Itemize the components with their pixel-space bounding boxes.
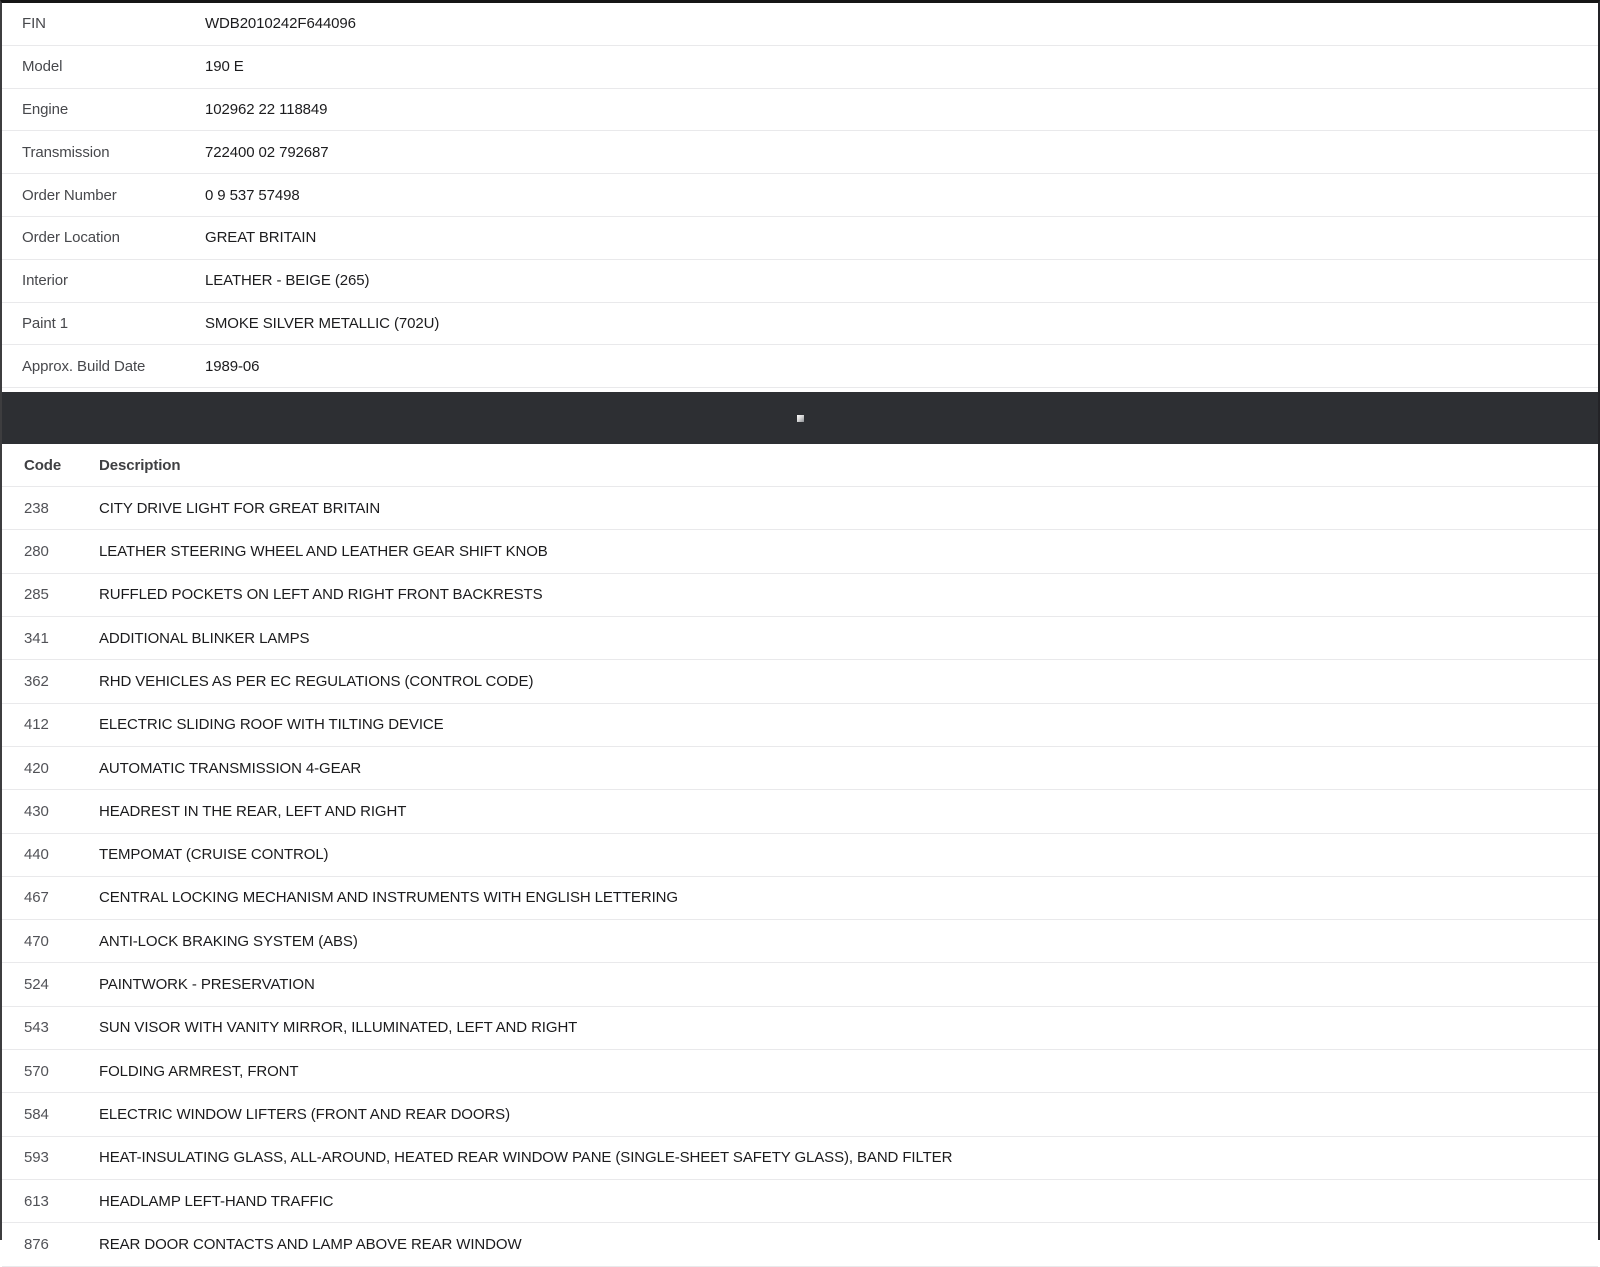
option-description: FOLDING ARMREST, FRONT (99, 1062, 299, 1080)
option-code-row (2, 1007, 1598, 1050)
option-description: CENTRAL LOCKING MECHANISM AND INSTRUMENTS WITH ENGLISH LETTERING (99, 889, 678, 907)
option-code: 238 (24, 499, 49, 517)
field-value: 190 E (205, 58, 244, 76)
option-description: ELECTRIC WINDOW LIFTERS (FRONT AND REAR DOORS) (99, 1105, 510, 1123)
vehicle-info-row (2, 345, 1598, 388)
option-code: 570 (24, 1062, 49, 1080)
vehicle-info-row (2, 260, 1598, 303)
vehicle-info-row (2, 217, 1598, 260)
field-value: GREAT BRITAIN (205, 229, 317, 247)
vehicle-info-table (2, 3, 1598, 388)
option-code-row (2, 747, 1598, 790)
option-description: REAR DOOR CONTACTS AND LAMP ABOVE REAR WINDOW (99, 1235, 522, 1253)
option-code: 280 (24, 543, 49, 561)
field-label: Order Number (22, 186, 117, 204)
field-label: FIN (22, 15, 46, 33)
option-code: 613 (24, 1192, 49, 1210)
option-code-row (2, 1180, 1598, 1223)
options-table-header-row (2, 444, 1598, 487)
vehicle-info-row (2, 3, 1598, 46)
option-code-row (2, 574, 1598, 617)
option-code-row (2, 963, 1598, 1006)
option-code: 584 (24, 1105, 49, 1123)
option-code: 524 (24, 976, 49, 994)
field-label: Paint 1 (22, 314, 68, 332)
option-description: PAINTWORK - PRESERVATION (99, 976, 315, 994)
option-code: 430 (24, 802, 49, 820)
option-code: 362 (24, 673, 49, 690)
option-description: TEMPOMAT (CRUISE CONTROL) (99, 846, 329, 864)
options-table-body (2, 487, 1598, 1266)
field-label: Model (22, 58, 63, 76)
field-label: Approx. Build Date (22, 357, 146, 375)
option-description: ELECTRIC SLIDING ROOF WITH TILTING DEVICE (99, 716, 444, 734)
option-code-row (2, 834, 1598, 877)
option-description: HEADREST IN THE REAR, LEFT AND RIGHT (99, 802, 407, 820)
option-code: 470 (24, 932, 49, 950)
description-column-header: Description (99, 456, 181, 474)
vehicle-info-row (2, 303, 1598, 346)
broken-image-icon (797, 415, 804, 422)
option-description: RHD VEHICLES AS PER EC REGULATIONS (CONTROL CODE) (99, 673, 534, 690)
option-code-row (2, 1093, 1598, 1136)
option-code-row (2, 790, 1598, 833)
option-code-row (2, 920, 1598, 963)
option-code: 341 (24, 629, 49, 647)
vehicle-info-row (2, 174, 1598, 217)
option-code: 440 (24, 846, 49, 864)
field-value: 102962 22 118849 (205, 100, 328, 118)
option-code-row (2, 877, 1598, 920)
field-label: Transmission (22, 143, 110, 161)
vehicle-info-row (2, 46, 1598, 89)
option-description: ANTI-LOCK BRAKING SYSTEM (ABS) (99, 932, 358, 950)
option-code: 593 (24, 1149, 49, 1167)
field-label: Order Location (22, 229, 120, 247)
code-column-header: Code (24, 456, 62, 474)
option-description: HEAT-INSULATING GLASS, ALL-AROUND, HEATED REAR WINDOW PANE (SINGLE-SHEET SAFETY GLASS), BAND FILTER (99, 1149, 953, 1167)
field-value: LEATHER - BEIGE (265) (205, 272, 370, 290)
field-value: 0 9 537 57498 (205, 186, 300, 204)
option-description: ADDITIONAL BLINKER LAMPS (99, 629, 310, 647)
option-code: 876 (24, 1235, 49, 1253)
option-code-row (2, 530, 1598, 573)
option-code: 412 (24, 716, 49, 734)
option-code-row (2, 487, 1598, 530)
option-description: HEADLAMP LEFT-HAND TRAFFIC (99, 1192, 334, 1210)
option-code: 467 (24, 889, 49, 907)
option-code-row (2, 617, 1598, 660)
option-code-row (2, 1223, 1598, 1266)
option-code-row (2, 704, 1598, 747)
option-code-row (2, 660, 1598, 703)
field-value: 1989-06 (205, 357, 260, 375)
field-value: 722400 02 792687 (205, 143, 329, 161)
vehicle-info-row (2, 89, 1598, 132)
option-code-row (2, 1050, 1598, 1093)
option-code: 420 (24, 759, 49, 777)
options-table (2, 444, 1598, 1266)
field-value: SMOKE SILVER METALLIC (702U) (205, 314, 440, 332)
option-description: CITY DRIVE LIGHT FOR GREAT BRITAIN (99, 499, 381, 517)
option-description: LEATHER STEERING WHEEL AND LEATHER GEAR SHIFT KNOB (99, 543, 548, 561)
field-label: Interior (22, 272, 68, 290)
section-bar (2, 392, 1598, 444)
field-value: WDB2010242F644096 (205, 15, 356, 33)
field-label: Engine (22, 100, 69, 118)
option-description: AUTOMATIC TRANSMISSION 4-GEAR (99, 759, 362, 777)
vehicle-info-row (2, 131, 1598, 174)
option-code: 285 (24, 586, 49, 604)
option-description: SUN VISOR WITH VANITY MIRROR, ILLUMINATED, LEFT AND RIGHT (99, 1019, 578, 1037)
option-description: RUFFLED POCKETS ON LEFT AND RIGHT FRONT BACKRESTS (99, 586, 543, 604)
option-code-row (2, 1137, 1598, 1180)
option-code: 543 (24, 1019, 49, 1037)
